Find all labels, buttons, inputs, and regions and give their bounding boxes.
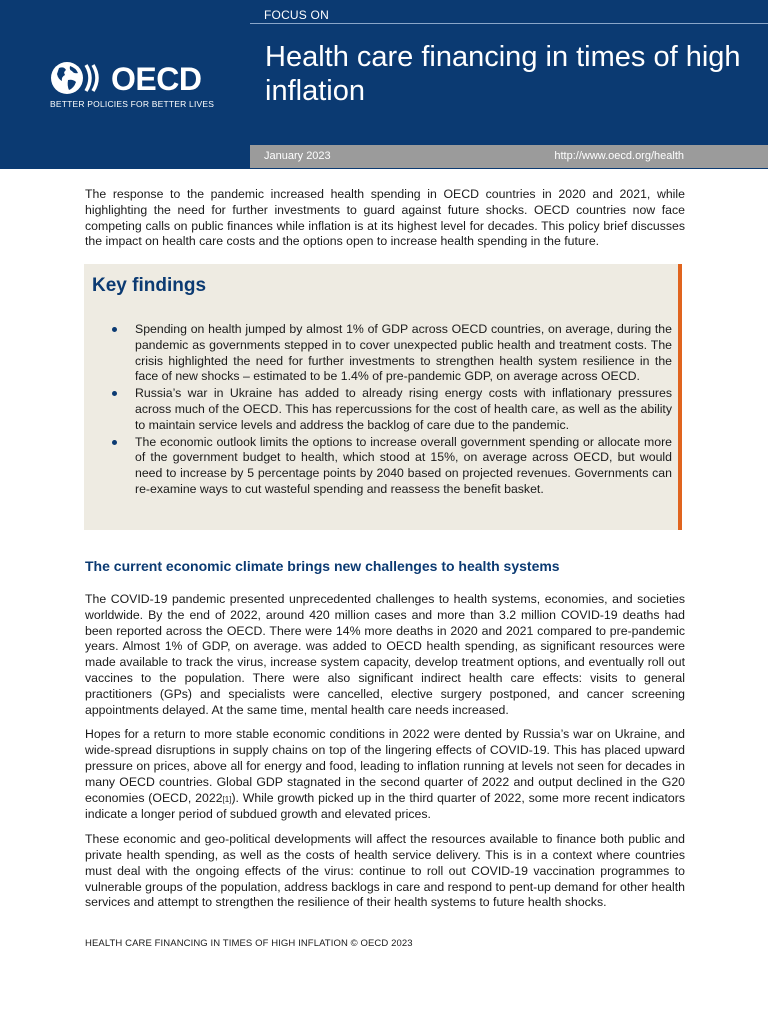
intro-paragraph: The response to the pandemic increased health spending in OECD countries in 2020 and 2021, while highlighting the need for further investments to guard against future shocks. OECD countries now face competing calls on public finances while inflation is at its highest level for decades. This policy brief discusses the impact on health care costs and the options open to increase health spending in the future.: [85, 187, 685, 249]
section-heading: The current economic climate brings new challenges to health systems: [85, 558, 560, 574]
bullet-icon: [112, 440, 117, 445]
key-findings-list: [135, 322, 672, 499]
focus-label: FOCUS ON: [264, 8, 329, 22]
key-findings-box: [84, 264, 682, 530]
finding-text: Spending on health jumped by almost 1% of GDP across OECD countries, on average, during the pandemic as governments stepped in to cover unexpected public health and treatment costs. The crisis highlighted the need for further investments to strengthen health system resilience in the face of new shocks – estimated to be 1.4% of pre-pandemic GDP, on average across OECD.: [135, 322, 672, 384]
paragraph: [85, 727, 685, 823]
header-divider: [250, 23, 768, 24]
paragraph-text: ). While growth picked up in the third quarter of 2022, some more recent indicators indicate a longer period of subdued growth and elevated prices.: [85, 790, 685, 822]
oecd-logo[interactable]: [50, 60, 220, 116]
list-item: [135, 386, 672, 433]
page-footer: HEALTH CARE FINANCING IN TIMES OF HIGH INFLATION © OECD 2023: [85, 938, 413, 949]
globe-icon: [50, 60, 110, 96]
logo-wordmark: OECD: [111, 61, 202, 97]
page-title: Health care financing in times of high inflation: [265, 41, 741, 107]
paragraph-text: Hopes for a return to more stable economic conditions in 2022 were dented by Russia’s war on Ukraine, and wide-spread disruptions in supply chains on top of the lingering effects of COVID-19. This has placed upward pressure on prices, above all for energy and food, leading to inflation running at levels not seen for decades in many OECD countries. Global GDP stagnated in the second quarter of 2022 and output declined in the G20 economies (OECD, 2022: [85, 727, 685, 805]
paragraph: These economic and geo-political developments will affect the resources available to finance both public and private health spending, as well as the costs of health service delivery. This is in a context where countries must deal with the ongoing effects of the virus: continue to roll out COVID-19 vaccination programmes to vulnerable groups of the population, address backlogs in care and respond to pent-up demand for other health services and attempt to strengthen the resilience of their health systems to future health shocks.: [85, 832, 685, 910]
bullet-icon: [112, 327, 117, 332]
finding-text: Russia’s war in Ukraine has added to already rising energy costs with inflationary pressures across much of the OECD. This has repercussions for the cost of health care, as well as the ability to maintain service levels and address the backlog of care due to the pandemic.: [135, 386, 672, 432]
list-item: [135, 435, 672, 498]
header-band: [0, 0, 768, 169]
list-item: [135, 322, 672, 385]
paragraph: The COVID-19 pandemic presented unprecedented challenges to health systems, economies, and societies worldwide. By the end of 2022, around 420 million cases and more than 3.2 million COVID-19 deaths had been reported across the OECD. There were 14% more deaths in 2020 and 2021 compared to pre-pandemic years. Almost 1% of GDP, on average. was added to OECD health spending, as significant resources were made available to track the virus, increase system capacity, develop treatment options, and eventually roll out vaccines to the population. There were also significant indirect health care effects: visits to general practitioners (GPs) and specialists were cancelled, elective surgery postponed, and cancer screening appointments delayed. At the same time, mental health care needs increased.: [85, 592, 685, 717]
key-findings-title: Key findings: [92, 275, 207, 296]
citation-link[interactable]: [1]: [222, 794, 232, 804]
body-text: [85, 592, 685, 920]
logo-tagline: BETTER POLICIES FOR BETTER LIVES: [50, 99, 215, 109]
date-bar: [250, 145, 768, 168]
bullet-icon: [112, 391, 117, 396]
website-link[interactable]: http://www.oecd.org/health: [554, 150, 684, 162]
finding-text: The economic outlook limits the options to increase overall government spending or allocate more of the government budget to health, which stood at 15%, on average across OECD, but would need to increase by 5 percentage points by 2040 based on projected revenues. Governments can re-examine ways to cut wasteful spending and reassess the benefit basket.: [135, 434, 672, 496]
publication-date: January 2023: [264, 150, 331, 162]
